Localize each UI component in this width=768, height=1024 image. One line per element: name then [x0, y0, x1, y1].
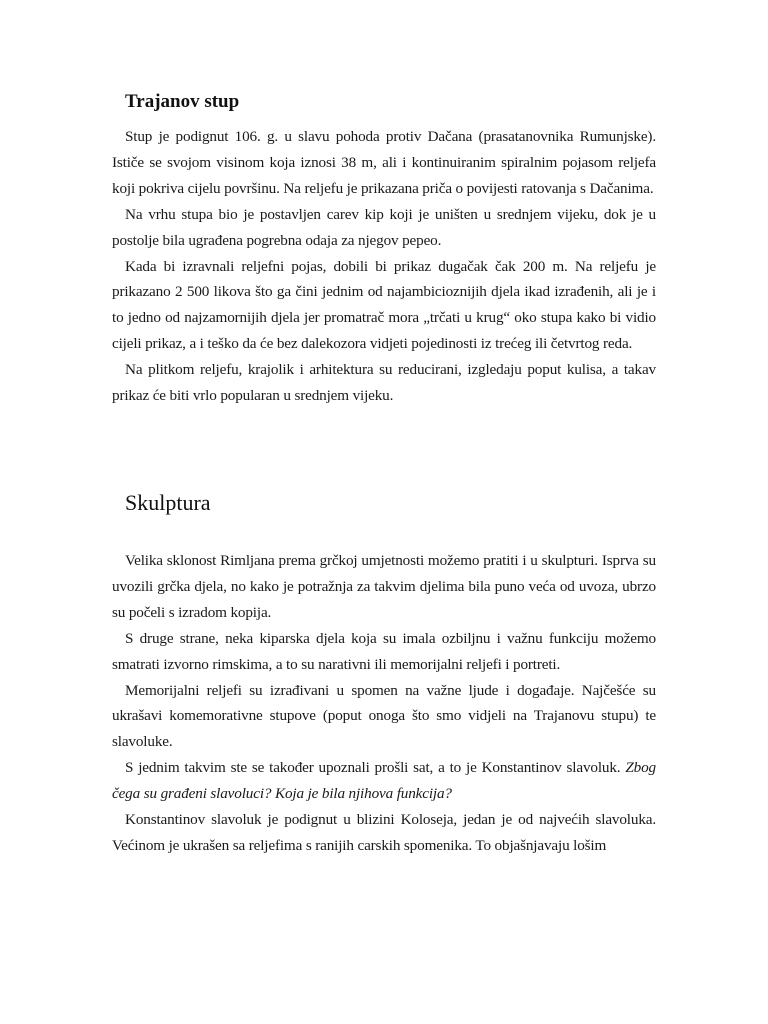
- paragraph: Konstantinov slavoluk je podignut u blizini Koloseja, jedan je od najvećih slavoluka. Većinom je ukrašen sa reljefima s ranijih carskih spomenika. To objašnjavaju lošim: [112, 811, 656, 854]
- paragraph: Kada bi izravnali reljefni pojas, dobili bi prikaz dugačak čak 200 m. Na reljefu je prikazano 2 500 likova što ga čini jednim od najambicioznijih djela ikad izrađenih, ali je i to jedno od najzamornijih djela jer promatrač mora „trčati u krug“ oko stupa kako bi vidio cijeli prikaz, a i teško da će bez dalekozora vidjeti pojedinosti iz trećeg ili četvrtog reda.: [112, 257, 656, 353]
- section-skulptura-body: [112, 548, 656, 859]
- paragraph-with-question: [112, 755, 656, 807]
- paragraph: Stup je podignut 106. g. u slavu pohoda protiv Dačana (prasatanovnika Rumunjske). Ističe se svojom visinom koja iznosi 38 m, ali i kontinuiranim spiralnim pojasom reljefa koji pokriva cijelu površinu. Na reljefu je prikazana priča o povijesti ratovanja s Dačanima.: [112, 128, 656, 197]
- section-trajanov-stup-body: [112, 124, 656, 409]
- paragraph: Velika sklonost Rimljana prema grčkoj umjetnosti možemo pratiti i u skulpturi. Isprva su uvozili grčka djela, no kako je potražnja za takvim djelima bila puno veća od uvoza, ubrzo su počeli s izradom kopija.: [112, 552, 656, 621]
- heading-skulptura: Skulptura: [125, 490, 211, 515]
- question-text: Zbog čega su građeni slavoluci? Koja je bila njihova funkcija?: [112, 759, 656, 803]
- paragraph: Na plitkom reljefu, krajolik i arhitektura su reducirani, izgledaju poput kulisa, a takav prikaz će biti vrlo popularan u srednjem vijeku.: [112, 361, 656, 405]
- paragraph: Memorijalni reljefi su izrađivani u spomen na važne ljude i događaje. Najčešće su ukrašavi komemorativne stupove (poput onoga što smo vidjeli na Trajanovu stupu) te slavoluke.: [112, 681, 656, 751]
- heading-trajanov-stup: Trajanov stup: [125, 91, 240, 112]
- paragraph: Na vrhu stupa bio je postavljen carev kip koji je uništen u srednjem vijeku, dok je u postolje bila ugrađena pogrebna odaja za njegov pepeo.: [112, 205, 656, 249]
- paragraph-text: S jednim takvim ste se također upoznali prošli sat, a to je Konstantinov slavoluk.: [125, 759, 626, 777]
- paragraph: S druge strane, neka kiparska djela koja su imala ozbiljnu i važnu funkciju možemo smatrati izvorno rimskima, a to su narativni ili memorijalni reljefi i portreti.: [112, 629, 656, 673]
